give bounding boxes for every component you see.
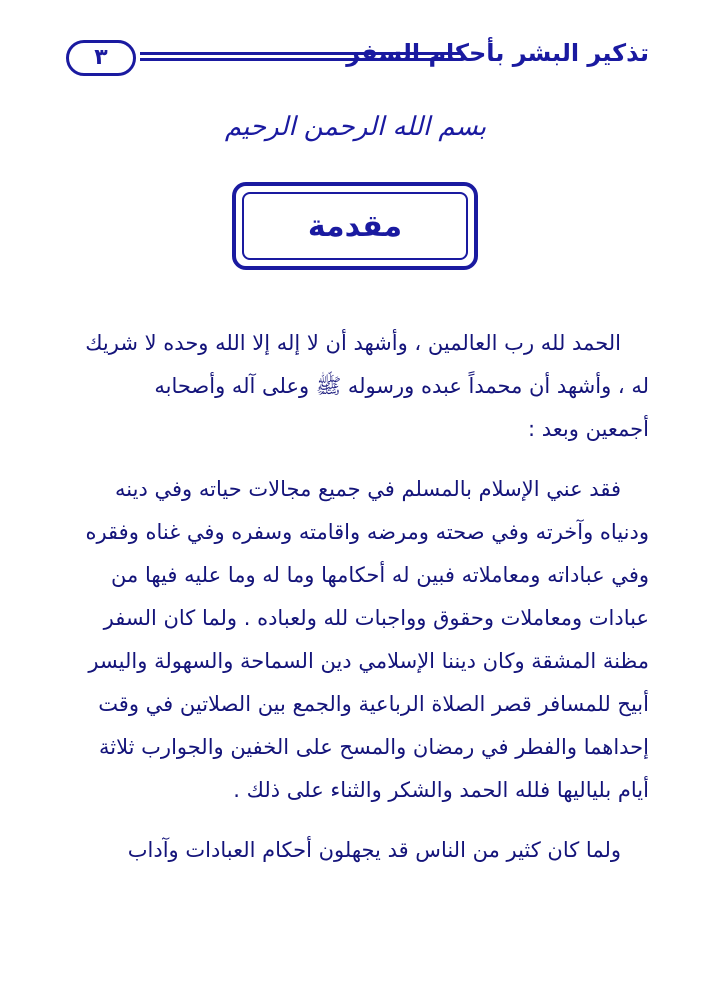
text-line: وفي عباداته ومعاملاته فبين له أحكامها وما له وما عليه فيها من [111, 563, 649, 587]
text-line: ودنياه وآخرته وفي صحته ومرضه واقامته وسفره وفي غناه وفقره [85, 520, 649, 544]
paragraph-3 [62, 829, 649, 872]
text-line: له ، وأشهد أن محمداً عبده ورسوله ﷺ وعلى آله وأصحابه [154, 374, 649, 398]
paragraph-2 [62, 468, 649, 812]
text-line: فقد عني الإسلام بالمسلم في جميع مجالات حياته وفي دينه [115, 477, 621, 501]
text-line: أجمعين وبعد : [528, 417, 649, 441]
running-header-title: تذكير البشر بأحكام السفر [346, 39, 649, 67]
paragraph-1 [62, 322, 649, 451]
text-line: مظنة المشقة وكان ديننا الإسلامي دين السماحة والسهولة واليسر [88, 649, 649, 673]
text-line: ولما كان كثير من الناس قد يجهلون أحكام العبادات وآداب [127, 838, 621, 862]
text-line: إحداهما والفطر في رمضان والمسح على الخفين والجوارب ثلاثة [99, 735, 649, 759]
page-number-frame [66, 40, 136, 76]
body-text [62, 322, 649, 872]
page-number: ٣ [94, 45, 108, 70]
section-title-frame [232, 182, 478, 270]
section-title: مقدمة [307, 208, 403, 244]
text-line: أيام بلياليها فلله الحمد والشكر والثناء على ذلك . [233, 778, 649, 802]
text-line: الحمد لله رب العالمين ، وأشهد أن لا إله إلا الله وحده لا شريك [85, 331, 621, 355]
text-line: أبيح للمسافر قصر الصلاة الرباعية والجمع بين الصلاتين في وقت [98, 692, 649, 716]
basmala-calligraphy: بسم الله الرحمن الرحيم [224, 112, 487, 142]
text-line: عبادات ومعاملات وحقوق وواجبات لله ولعباده . ولما كان السفر [103, 606, 649, 630]
